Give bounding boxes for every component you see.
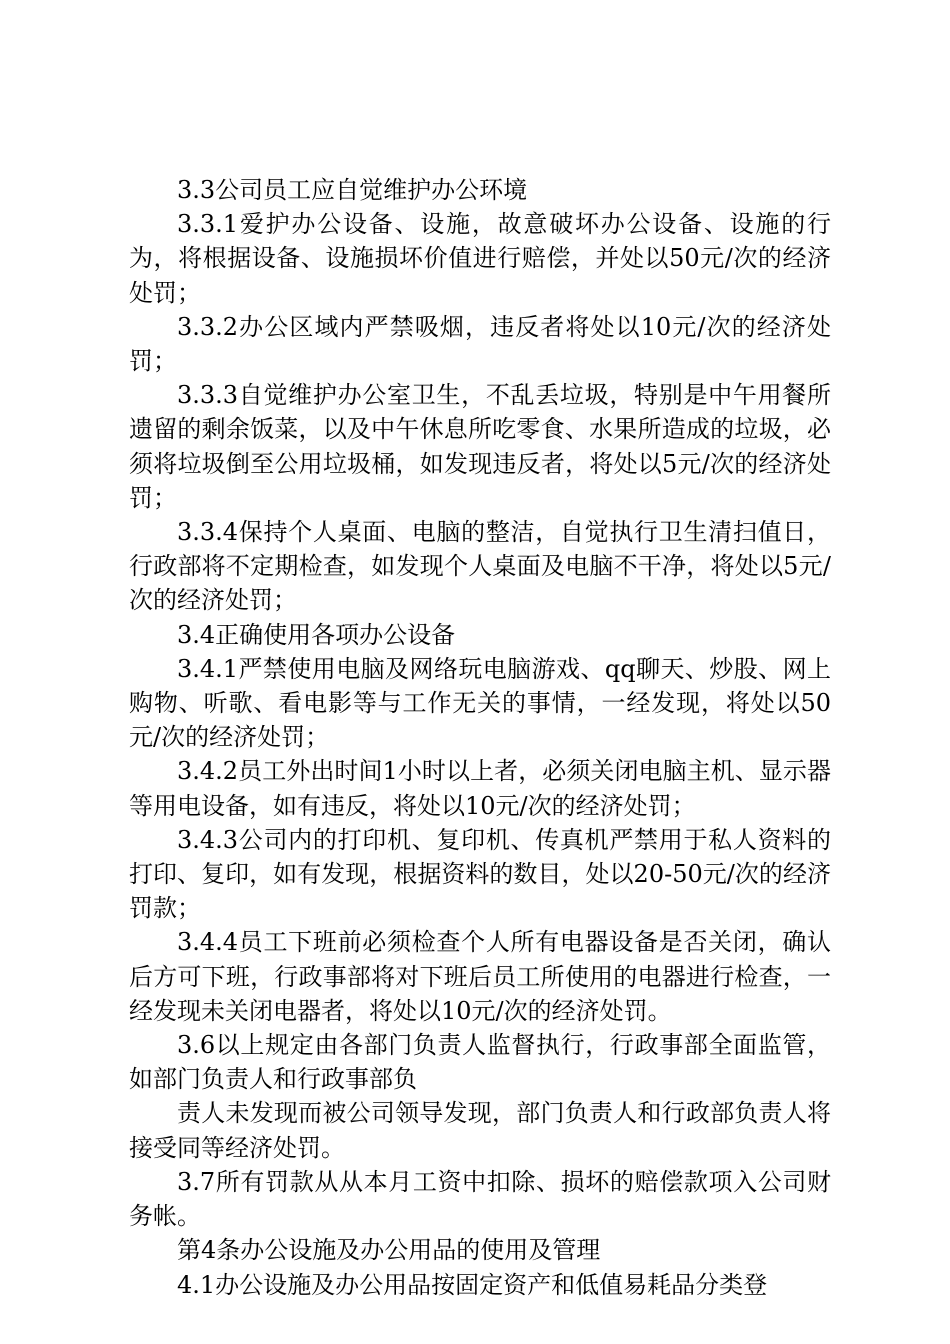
paragraph-3-3-4: 3.3.4保持个人桌面、电脑的整洁，自觉执行卫生清扫值日，行政部将不定期检查，如发现个人桌面及电脑不干净，将处以5元/次的经济处罚；: [129, 518, 831, 615]
article-4-heading: 第4条办公设施及办公用品的使用及管理: [177, 1236, 601, 1265]
paragraph-3-4-2: 3.4.2员工外出时间1小时以上者，必须关闭电脑主机、显示器等用电设备，如有违反，将处以10元/次的经济处罚；: [129, 757, 831, 820]
paragraph-3-6: 3.6以上规定由各部门负责人监督执行，行政事部全面监管，如部门负责人和行政事部负: [129, 1031, 831, 1094]
paragraph-3-3: 3.3公司员工应自觉维护办公环境: [177, 176, 528, 204]
paragraph-3-3-3: 3.3.3自觉维护办公室卫生，不乱丢垃圾，特别是中午用餐所遗留的剩余饭菜，以及中午休息所吃零食、水果所造成的垃圾，必须将垃圾倒至公用垃圾桶，如发现违反者，将处以5元/次的经济处罚；: [129, 381, 831, 512]
paragraph-3-7: 3.7所有罚款从从本月工资中扣除、损坏的赔偿款项入公司财务帐。: [129, 1167, 831, 1231]
document-body: [129, 173, 831, 1302]
paragraph-3-4: 3.4正确使用各项办公设备: [177, 620, 456, 649]
paragraph-4-1: 4.1办公设施及办公用品按固定资产和低值易耗品分类登: [177, 1270, 768, 1299]
paragraph-3-4-1: 3.4.1严禁使用电脑及网络玩电脑游戏、qq聊天、炒股、网上购物、听歌、看电影等与工作无关的事情，一经发现，将处以50元/次的经济处罚；: [129, 654, 831, 752]
paragraph-3-4-3: 3.4.3公司内的打印机、复印机、传真机严禁用于私人资料的打印、复印，如有发现，根据资料的数目，处以20-50元/次的经济罚款；: [129, 825, 831, 923]
paragraph-3-6-continued: 责人未发现而被公司领导发现，部门负责人和行政部负责人将接受同等经济处罚。: [129, 1099, 831, 1162]
paragraph-3-3-1: 3.3.1爱护办公设备、设施，故意破坏办公设备、设施的行为，将根据设备、设施损坏价值进行赔偿，并处以50元/次的经济处罚；: [129, 210, 831, 307]
paragraph-3-3-2: 3.3.2办公区域内严禁吸烟，违反者将处以10元/次的经济处罚；: [129, 312, 831, 376]
paragraph-3-4-4: 3.4.4员工下班前必须检查个人所有电器设备是否关闭，确认后方可下班，行政事部将对下班后员工所使用的电器进行检查，一经发现未关闭电器者，将处以10元/次的经济处罚。: [129, 928, 831, 1025]
